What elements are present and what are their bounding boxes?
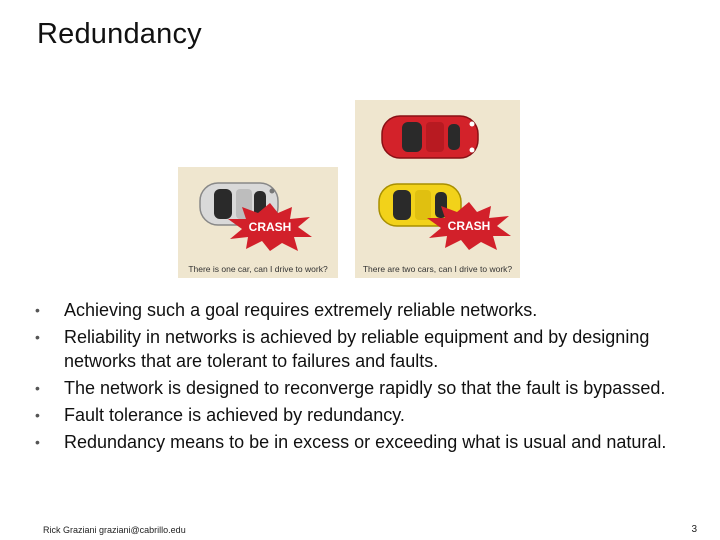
list-item: • Achieving such a goal requires extremely reliable networks. — [35, 300, 538, 320]
svg-text:CRASH: CRASH — [248, 220, 292, 234]
bullet-icon: • — [35, 329, 40, 345]
one-car-illustration — [178, 167, 338, 278]
bullet-icon: • — [35, 407, 40, 423]
page-number: 3 — [691, 524, 697, 535]
footer-author: Rick Graziani graziani@cabrillo.edu — [43, 525, 186, 535]
bullet-icon: • — [35, 380, 40, 396]
list-item: • Reliability in networks is achieved by reliable equipment and by designing networks that are tolerant to failures and faults. — [35, 327, 650, 371]
slide-title: Redundancy — [37, 18, 202, 50]
list-item: • Redundancy means to be in excess or exceeding what is usual and natural. — [35, 432, 667, 452]
list-item: • The network is designed to reconverge rapidly so that the fault is bypassed. — [35, 378, 666, 398]
bullet-icon: • — [35, 302, 40, 318]
illustration-caption: There are two cars, can I drive to work? — [362, 264, 513, 274]
svg-text:CRASH: CRASH — [447, 219, 491, 233]
red-car-icon — [380, 112, 480, 162]
crash-burst-icon — [226, 201, 314, 253]
list-item: • Fault tolerance is achieved by redundancy. — [35, 405, 405, 425]
illustration-caption: There is one car, can I drive to work? — [188, 264, 328, 274]
two-cars-illustration — [355, 100, 520, 278]
bullet-list — [30, 298, 690, 457]
crash-burst-icon — [425, 200, 513, 252]
bullet-icon: • — [35, 434, 40, 450]
